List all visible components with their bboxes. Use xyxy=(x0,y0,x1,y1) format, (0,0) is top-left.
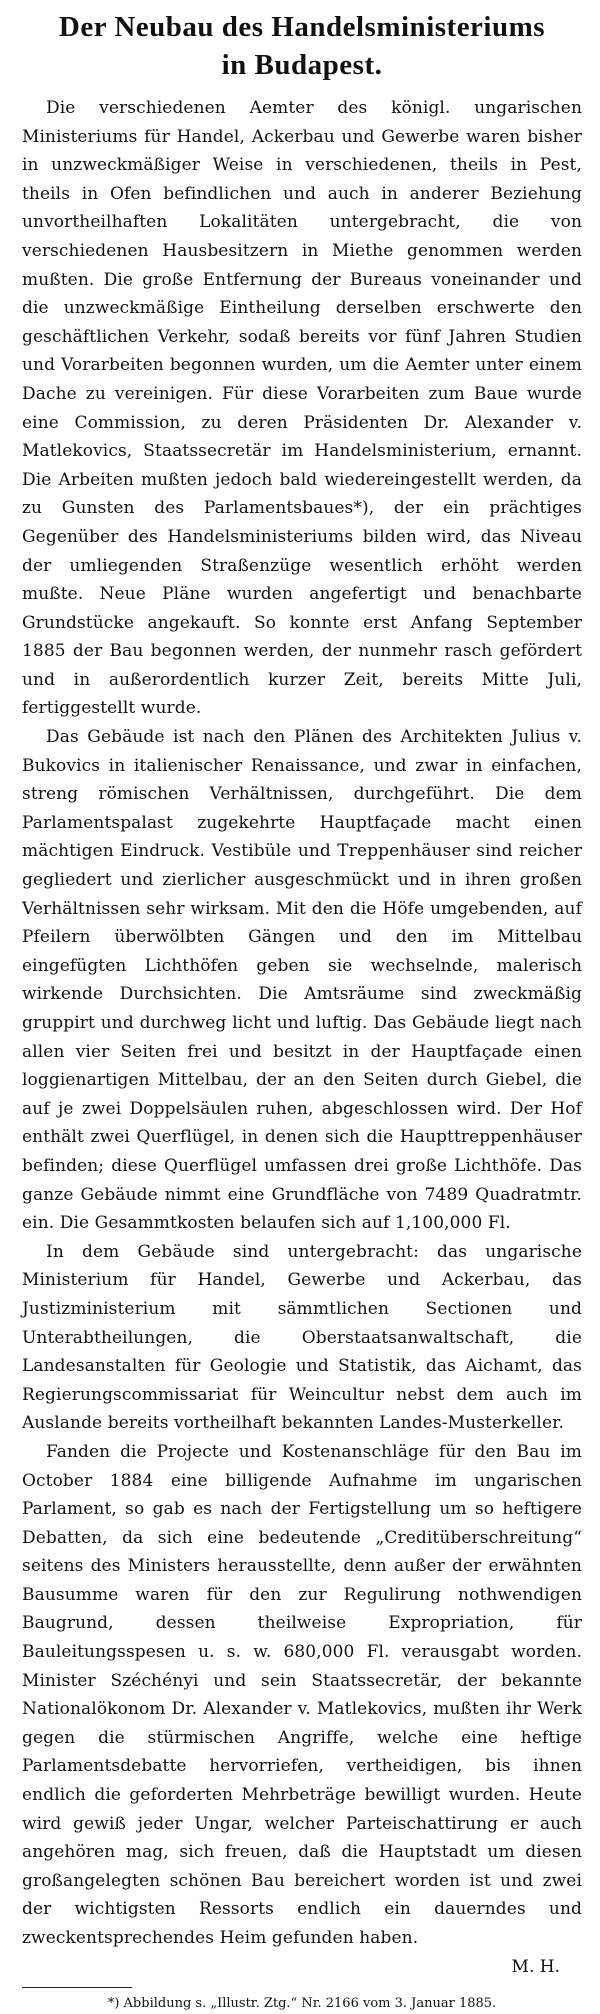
footnote-divider xyxy=(22,1987,132,1988)
paragraph-1: Die verschiedenen Aemter des königl. ungarischen Ministeriums für Handel, Ackerbau und Gewerbe waren bisher in unzweckmäßiger Weise in verschiedenen, theils in Pest, theils in Ofen befindlichen und auch in anderer Beziehung unvortheilhaften Lokalitäten untergebracht, die von verschiedenen Hausbesitzern in Miethe genommen werden mußten. Die große Entfernung der Bureaus voneinander und die unzweckmäßige Eintheilung derselben erschwerte den geschäftlichen Verkehr, sodaß bereits vor fünf Jahren Studien und Vorarbeiten begonnen wurden, um die Aemter unter einem Dache zu vereinigen. Für diese Vorarbeiten zum Baue wurde eine Commission, zu deren Präsidenten Dr. Alexander v. Matlekovics, Staatssecretär im Handelsministerium, ernannt. Die Arbeiten mußten jedoch bald wiedereingestellt werden, da zu Gunsten des Parlamentsbaues*), der ein prächtiges Gegenüber des Handelsministeriums bilden wird, das Niveau der umliegenden Straßenzüge wesentlich erhöht werden mußte. Neue Pläne wurden angefertigt und benachbarte Grundstücke angekauft. So konnte erst Anfang September 1885 der Bau begonnen werden, der nunmehr rasch gefördert und in außerordentlich kurzer Zeit, bereits Mitte Juli, fertiggestellt wurde. xyxy=(22,98,582,719)
article-title xyxy=(22,8,582,84)
paragraph-2: Das Gebäude ist nach den Plänen des Architekten Julius v. Bukovics in italienischer Renaissance, und zwar in einfachen, streng römischen Verhältnissen, durchgeführt. Die dem Parlamentspalast zugekehrte Hauptfaçade macht einen mächtigen Eindruck. Vestibüle und Treppenhäuser sind reicher gegliedert und zierlicher ausgeschmückt und in ihren großen Verhältnissen sehr wirksam. Mit den die Höfe umgebenden, auf Pfeilern überwölbten Gängen und den im Mittelbau eingefügten Lichthöfen geben sie wechselnde, malerisch wirkende Durchsichten. Die Amtsräume sind zweckmäßig gruppirt und durchweg licht und luftig. Das Gebäude liegt nach allen vier Seiten frei und besitzt in der Hauptfaçade einen loggienartigen Mittelbau, der an den Seiten durch Giebel, die auf je zwei Doppelsäulen ruhen, abgeschlossen wird. Der Hof enthält zwei Querflügel, in denen sich die Haupttreppenhäuser befinden; diese Querflügel umfassen drei große Lichthöfe. Das ganze Gebäude nimmt eine Grundfläche von 7489 Quadratmtr. ein. Die Gesammtkosten belaufen sich auf 1,100,000 Fl. xyxy=(22,727,582,1234)
paragraph-3: In dem Gebäude sind untergebracht: das ungarische Ministerium für Handel, Gewerbe und Ackerbau, das Justizministerium mit sämmtlichen Sectionen und Unterabtheilungen, die Oberstaatsanwaltschaft, die Landesanstalten für Geologie und Statistik, das Aichamt, das Regierungscommissariat für Weincultur nebst dem auch im Auslande bereits vortheilhaft bekannten Landes-Musterkeller. xyxy=(22,1241,582,1434)
author-signature: M. H. xyxy=(511,1956,560,1977)
article-title-line-2: in Budapest. xyxy=(221,49,383,81)
paragraph-4: Fanden die Projecte und Kostenanschläge für den Bau im October 1884 eine billigende Aufnahme im ungarischen Parlament, so gab es nach der Fertigstellung um so heftigere Debatten, da sich eine bedeutende „Creditüberschreitung“ seitens des Ministers herausstellte, denn außer der erwähnten Bausumme waren für den zur Regulirung nothwendigen Baugrund, dessen theilweise Expropriation, für Bauleitungsspesen u. s. w. 680,000 Fl. verausgabt worden. Minister Széchényi und sein Staatssecretär, der bekannte Nationalökonom Dr. Alexander v. Matlekovics, mußten ihr Werk gegen die stürmischen Angriffe, welche eine heftige Parlamentsdebatte hervorriefen, vertheidigen, bis ihnen endlich die geforderten Mehrbeträge bewilligt wurden. Heute wird gewiß jeder Ungar, welcher Parteischattirung er auch angehören mag, sich freuen, daß die Hauptstadt um diesen großangelegten schönen Bau bereichert worden ist und zwei der wichtigsten Ressorts endlich ein dauerndes und zweckentsprechendes Heim gefunden haben. xyxy=(22,1441,582,1948)
article-body xyxy=(22,94,582,1953)
article-title-line-1: Der Neubau des Handelsministeriums xyxy=(58,11,546,43)
footnote: *) Abbildung s. „Illustr. Ztg.“ Nr. 2166 vom 3. Januar 1885. xyxy=(107,1996,497,2012)
